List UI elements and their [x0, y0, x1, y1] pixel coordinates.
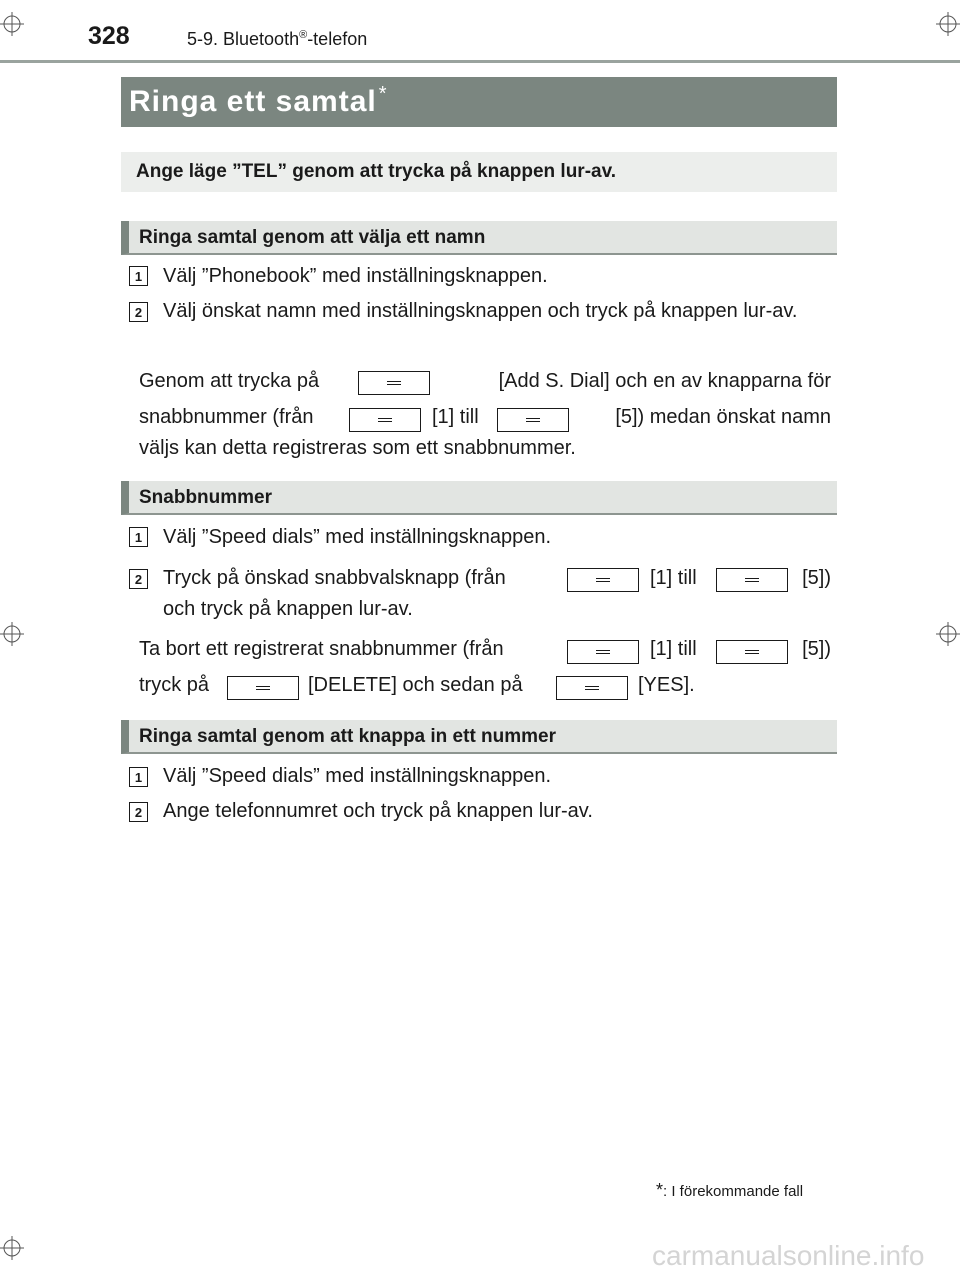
asterisk-icon: *	[656, 1180, 664, 1200]
crop-mark-top-right	[936, 12, 960, 36]
step-text: [1] till	[650, 567, 697, 589]
note-text: snabbnummer (från	[139, 406, 314, 428]
step-text: Tryck på önskad snabbvalsknapp (från	[163, 567, 506, 589]
step-text: Ange telefonnumret och tryck på knappen lur-av.	[163, 800, 593, 822]
note-text: [5]) medan önskat namn	[615, 406, 831, 428]
note-text: väljs kan detta registreras som ett snabbnummer.	[139, 437, 576, 459]
step-text: Välj ”Speed dials” med inställningsknappen.	[163, 526, 552, 548]
page-title-bar	[121, 77, 837, 127]
note-text: [1] till	[432, 406, 479, 428]
button-icon	[497, 408, 569, 432]
section-heading-speed-dial: Snabbnummer	[121, 481, 837, 515]
button-icon	[716, 640, 788, 664]
button-icon	[349, 408, 421, 432]
footnote: *: I förekommande fall	[656, 1180, 804, 1200]
section-heading-name: Ringa samtal genom att välja ett namn	[121, 221, 837, 255]
header-rule	[0, 60, 960, 63]
note-text: Genom att trycka på	[139, 370, 320, 392]
chapter-title: 5-9. Bluetooth®-telefon	[187, 29, 368, 49]
button-icon	[358, 371, 430, 395]
step-text: Välj ”Speed dials” med inställningsknappen.	[163, 765, 552, 787]
step-text: och tryck på knappen lur-av.	[163, 598, 413, 620]
note-text: Ta bort ett registrerat snabbnummer (från	[139, 638, 504, 660]
step-text: [5])	[802, 567, 831, 589]
note-text: [5])	[802, 638, 831, 660]
note-text: [YES].	[638, 674, 695, 696]
page-title: Ringa ett samtal *	[129, 83, 388, 118]
button-icon	[567, 640, 639, 664]
button-icon	[227, 676, 299, 700]
step-number: 2	[129, 802, 148, 822]
note-text: [DELETE] och sedan på	[308, 674, 523, 696]
watermark: carmanualsonline.info	[652, 1240, 925, 1271]
asterisk-mark: *	[378, 83, 388, 105]
crop-mark-mid-left	[0, 622, 24, 646]
crop-mark-top-left	[0, 12, 24, 36]
note-text: [Add S. Dial] och en av knapparna för	[498, 370, 831, 392]
button-icon	[556, 676, 628, 700]
button-icon	[567, 568, 639, 592]
intro-box	[121, 152, 837, 192]
step-number: 1	[129, 527, 148, 547]
page-number: 328	[88, 22, 130, 50]
button-icon	[716, 568, 788, 592]
note-text: tryck på	[139, 674, 210, 696]
step-number: 1	[129, 266, 148, 286]
step-number: 1	[129, 767, 148, 787]
step-number: 2	[129, 302, 148, 322]
crop-mark-mid-right	[936, 622, 960, 646]
note-text: [1] till	[650, 638, 697, 660]
step-number: 2	[129, 569, 148, 589]
crop-mark-bottom-left	[0, 1236, 24, 1260]
section-heading-dial-number: Ringa samtal genom att knappa in ett nummer	[121, 720, 837, 754]
step-text: Välj önskat namn med inställningsknappen och tryck på knappen lur-av.	[163, 300, 798, 322]
intro-text: Ange läge ”TEL” genom att trycka på knappen lur-av.	[136, 161, 617, 182]
step-text: Välj ”Phonebook” med inställningsknappen.	[163, 265, 548, 287]
